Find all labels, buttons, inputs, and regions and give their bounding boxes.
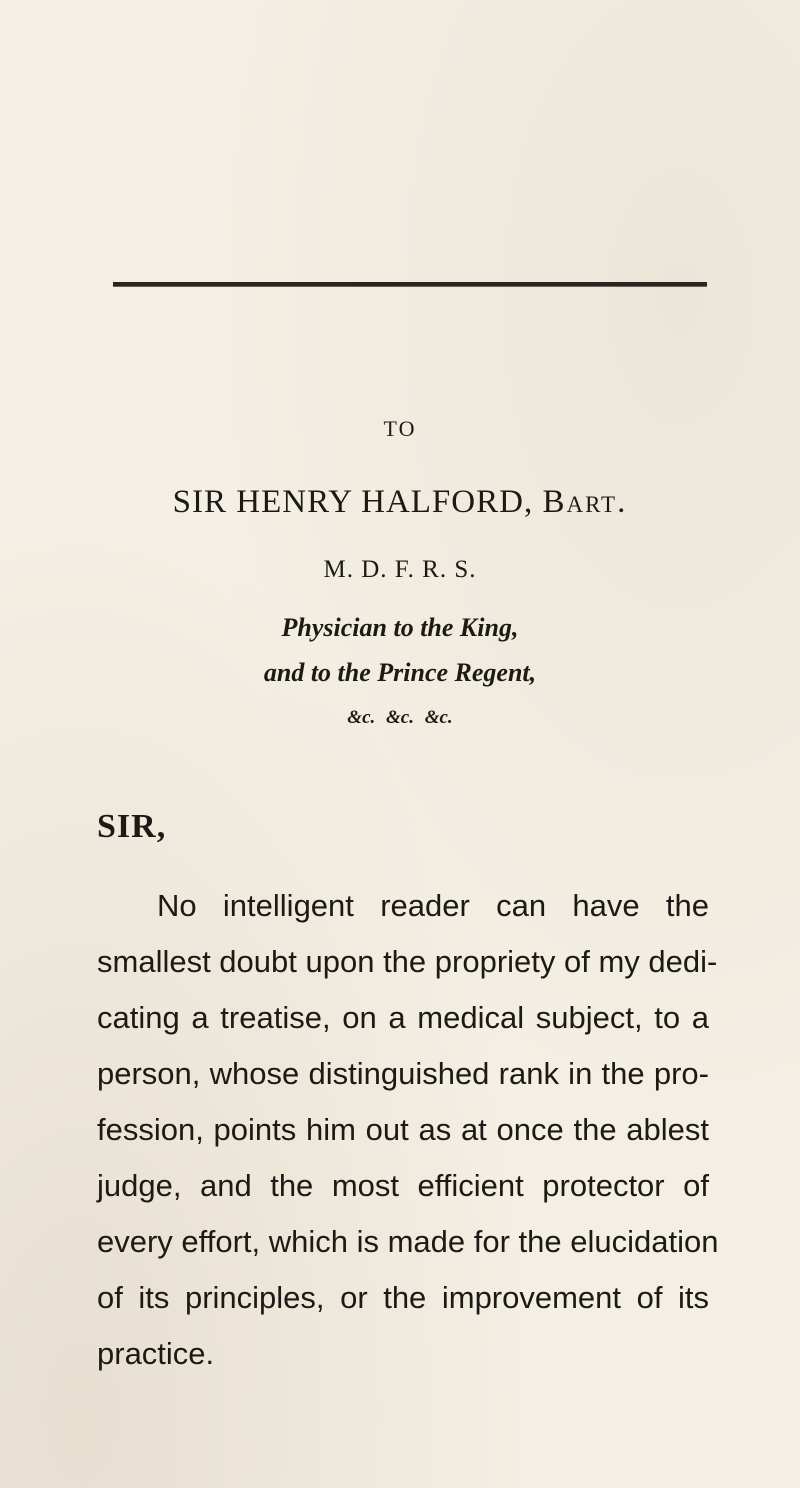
dedicatee-etc: &c. &c. &c. — [347, 707, 453, 728]
dedicatee-degrees: M. D. F. R. S. — [323, 556, 477, 583]
body-line: every effort, which is made for the elucidation — [97, 1224, 719, 1259]
dedicatee-title-2: and to the Prince Regent, — [263, 658, 537, 687]
body-line: judge, and the most efficient protector of — [97, 1168, 709, 1203]
letter-body — [97, 878, 719, 1382]
body-line: cating a treatise, on a medical subject, to a — [97, 1000, 709, 1035]
body-line: practice. — [97, 1336, 215, 1371]
dedication-to: TO — [383, 416, 417, 441]
body-line: of its principles, or the improvement of its — [97, 1280, 709, 1315]
letter-salutation: SIR, — [97, 808, 167, 845]
body-line: smallest doubt upon the propriety of my dedi- — [97, 944, 718, 979]
body-line: fession, points him out as at once the ablest — [97, 1112, 709, 1147]
dedicatee-title-1: Physician to the King, — [281, 613, 519, 642]
body-line: person, whose distinguished rank in the pro- — [97, 1056, 709, 1091]
dedicatee-suffix: Bart. — [542, 484, 628, 520]
body-line: No intelligent reader can have the — [157, 888, 709, 923]
dedicatee-name: SIR HENRY HALFORD, — [172, 484, 534, 520]
dedicatee-name-line — [0, 484, 800, 521]
horizontal-rule — [113, 282, 707, 287]
